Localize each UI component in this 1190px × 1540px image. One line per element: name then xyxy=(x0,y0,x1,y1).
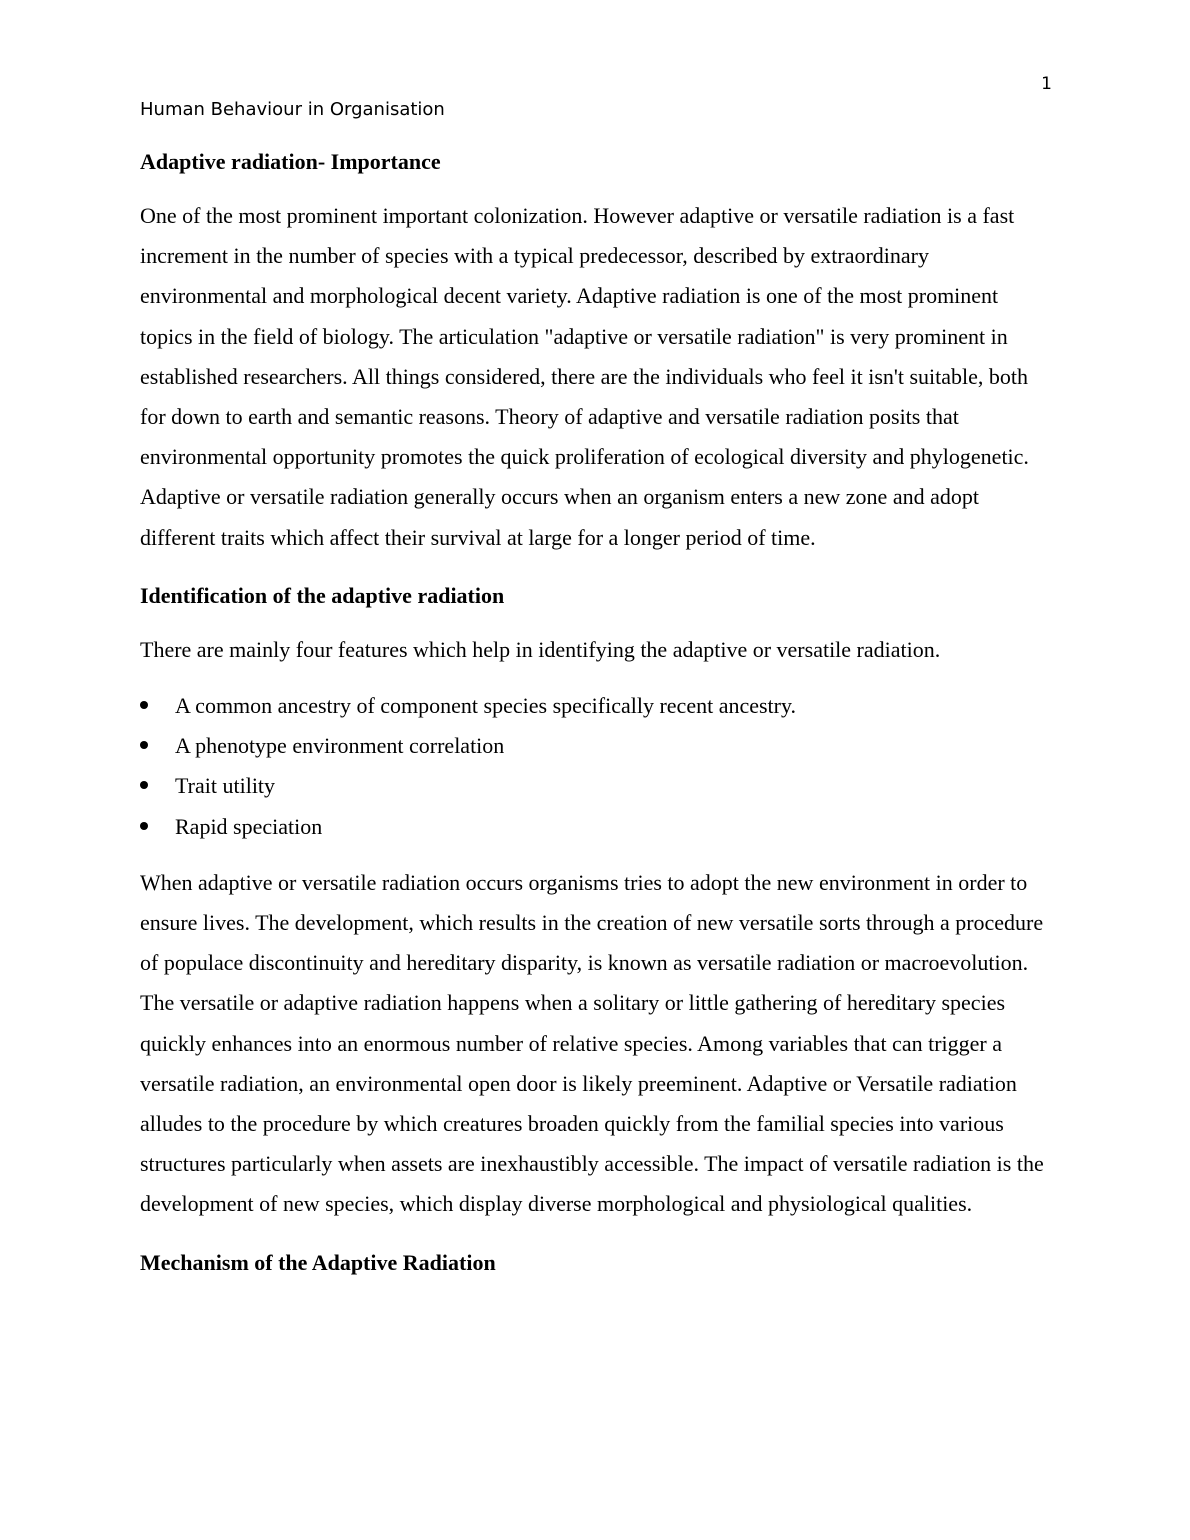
body-paragraph: There are mainly four features which help in identifying the adaptive or versatile radiation. xyxy=(140,636,941,662)
document-body xyxy=(140,144,1052,1281)
bullet-icon xyxy=(140,781,148,789)
list-item xyxy=(140,726,1052,766)
bullet-icon xyxy=(140,741,148,749)
list-item-text: A common ancestry of component species specifically recent ancestry. xyxy=(175,693,797,719)
section-heading: Adaptive radiation- Importance xyxy=(140,149,441,174)
list-item-text: Trait utility xyxy=(175,773,276,799)
section-heading: Identification of the adaptive radiation xyxy=(140,582,505,608)
section-heading: Mechanism of the Adaptive Radiation xyxy=(140,1249,496,1275)
page-number: 1 xyxy=(1041,74,1052,94)
feature-list xyxy=(140,686,1052,847)
bullet-icon xyxy=(140,822,148,830)
body-paragraph: When adaptive or versatile radiation occurs organisms tries to adopt the new environment in order to ensure lives. The development, which results in the creation of new versatile sorts through a procedure of populace discontinuity and hereditary disparity, is known as versatile radiation or macroevolution. The versatile or adaptive radiation happens when a solitary or little gathering of hereditary species quickly enhances into an enormous number of relative species. Among variables that can trigger a versatile radiation, an environmental open door is likely preeminent. Adaptive or Versatile radiation alludes to the procedure by which creatures broaden quickly from the familial species into various structures particularly when assets are inexhaustibly accessible. The impact of versatile radiation is the development of new species, which display diverse morphological and physiological qualities. xyxy=(140,869,1044,1217)
running-header: Human Behaviour in Organisation xyxy=(140,99,445,120)
list-item xyxy=(140,807,1052,847)
list-item xyxy=(140,766,1052,806)
body-paragraph: One of the most prominent important colonization. However adaptive or versatile radiation is a fast increment in the number of species with a typical predecessor, described by extraordinary environmental and morphological decent variety. Adaptive radiation is one of the most prominent topics in the field of biology. The articulation "adaptive or versatile radiation" is very prominent in established researchers. All things considered, there are the individuals who feel it isn't suitable, both for down to earth and semantic reasons. Theory of adaptive and versatile radiation posits that environmental opportunity promotes the quick proliferation of ecological diversity and phylogenetic. Adaptive or versatile radiation generally occurs when an organism enters a new zone and adopt different traits which affect their survival at large for a longer period of time. xyxy=(140,203,1029,550)
bullet-icon xyxy=(140,701,148,709)
list-item-text: Rapid speciation xyxy=(175,813,323,839)
list-item xyxy=(140,686,1052,726)
list-item-text: A phenotype environment correlation xyxy=(175,733,505,759)
